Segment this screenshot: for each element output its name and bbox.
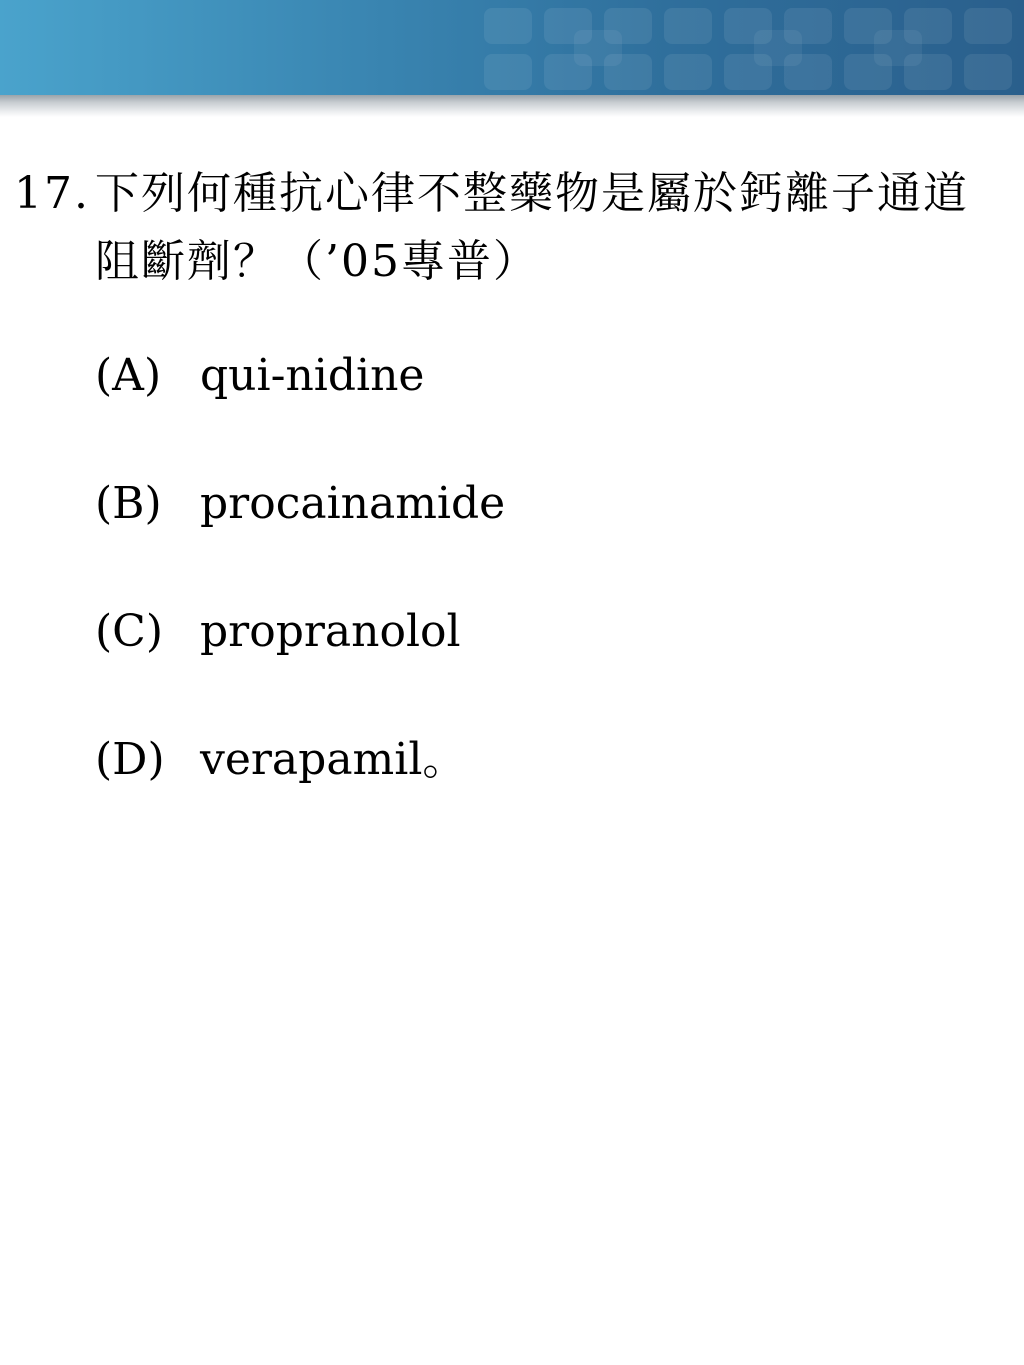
question-block (0, 160, 1010, 296)
option-letter: (B) (95, 478, 162, 529)
header-band (0, 0, 1024, 95)
question-content (0, 160, 1010, 858)
option-letter: (A) (95, 350, 162, 401)
header-tile-pattern (464, 0, 1024, 95)
question-text: 下列何種抗心律不整藥物是屬於鈣離子通道阻斷劑？（’05專普） (95, 168, 969, 287)
header-shadow (0, 95, 1024, 117)
option-text: qui-nidine (200, 350, 425, 401)
question-number: 17. (14, 168, 90, 219)
option-text: propranolol (200, 606, 461, 657)
option-b (95, 474, 1010, 534)
option-letter: (D) (95, 734, 165, 785)
option-c (95, 602, 1010, 662)
option-letter: (C) (95, 606, 163, 657)
option-text: verapamil。 (200, 734, 467, 785)
option-text: procainamide (200, 478, 506, 529)
option-a (95, 346, 1010, 406)
options-list (0, 346, 1010, 790)
option-d (95, 730, 1010, 790)
